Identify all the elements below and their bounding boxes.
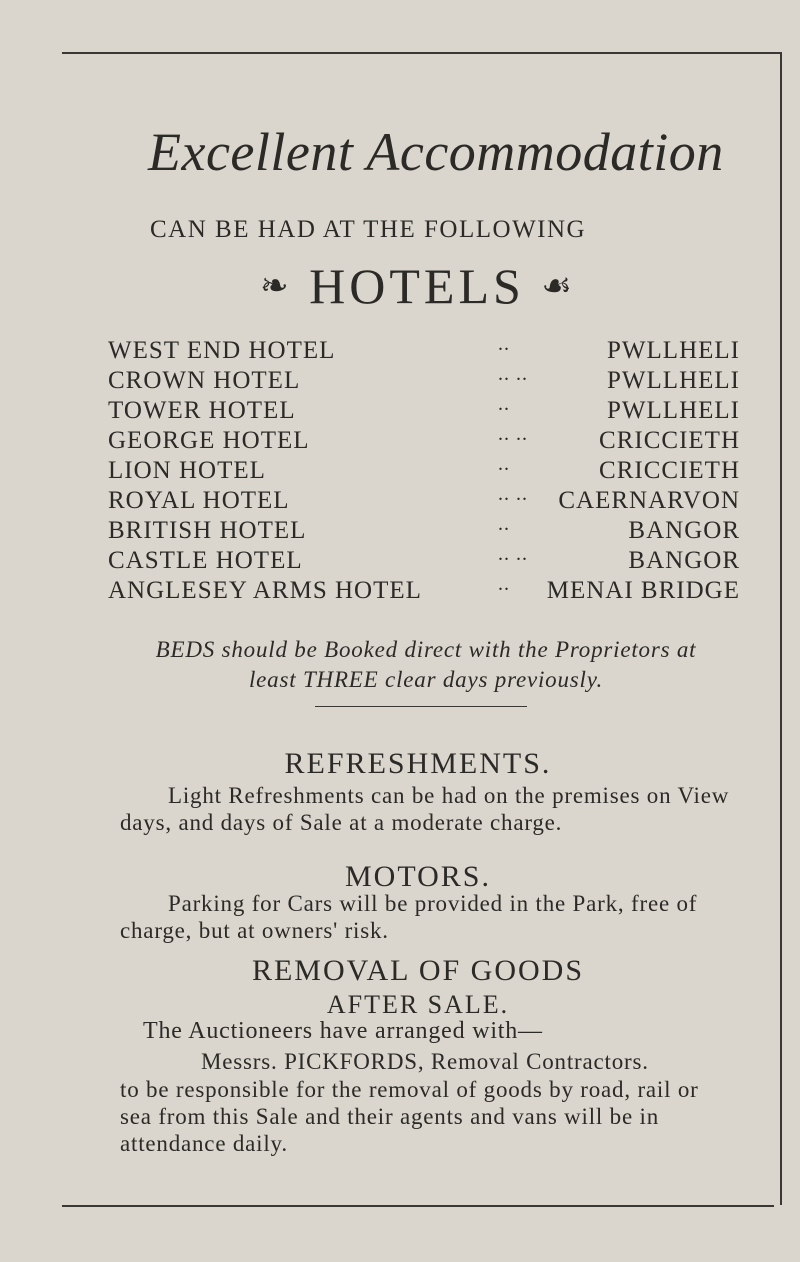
- hotels-heading-text: HOTELS: [309, 258, 525, 314]
- hotel-name: ROYAL HOTEL: [108, 487, 290, 514]
- hotels-heading: [218, 257, 618, 315]
- removal-subheading: AFTER SALE.: [326, 990, 510, 1019]
- hotel-town: PWLLHELI: [607, 397, 740, 424]
- bottom-border-rule: [62, 1205, 774, 1207]
- hotel-row: [108, 573, 740, 607]
- ornament-right-icon: ☙: [541, 268, 576, 305]
- ornament-left-icon: ❧: [260, 268, 293, 305]
- hotel-name: CROWN HOTEL: [108, 367, 301, 394]
- leader-dots: ..: [498, 513, 510, 535]
- hotel-row: [108, 513, 740, 547]
- removal-heading: REMOVAL OF GOODS: [251, 954, 585, 987]
- hotel-row: [108, 543, 740, 577]
- hotel-row: [108, 393, 740, 427]
- hotel-name: CASTLE HOTEL: [108, 547, 303, 574]
- leader-dots: ..: [498, 573, 510, 595]
- leader-dots: ..: [498, 393, 510, 415]
- hotel-row: [108, 363, 740, 397]
- removal-paragraph: to be responsible for the removal of goods by road, rail or sea from this Sale and their agents and vans will be in attendance daily.: [120, 1077, 699, 1156]
- document-page: [108, 52, 740, 1202]
- motors-text: Parking for Cars will be provided in the Park, free of charge, but at owners' risk.: [120, 891, 698, 943]
- leader-dots: .. ..: [498, 363, 528, 385]
- refreshments-heading: REFRESHMENTS.: [284, 747, 552, 780]
- hotel-list: [108, 333, 740, 607]
- hotel-name: TOWER HOTEL: [108, 397, 296, 424]
- hotel-row: [108, 333, 740, 367]
- hotel-name: GEORGE HOTEL: [108, 427, 310, 454]
- hotel-row: [108, 483, 740, 517]
- hotel-town: BANGOR: [628, 547, 740, 574]
- hotel-name: ANGLESEY ARMS HOTEL: [108, 577, 422, 604]
- hotel-name: LION HOTEL: [108, 457, 266, 484]
- hotel-name: WEST END HOTEL: [108, 337, 336, 364]
- hotel-town: CRICCIETH: [599, 427, 740, 454]
- leader-dots: ..: [498, 333, 510, 355]
- leader-dots: .. ..: [498, 423, 528, 445]
- hotel-town: CAERNARVON: [558, 487, 740, 514]
- motors-heading: MOTORS.: [345, 860, 491, 893]
- page-subtitle: CAN BE HAD AT THE FOLLOWING: [150, 216, 587, 243]
- hotel-town: CRICCIETH: [599, 457, 740, 484]
- hotel-town: BANGOR: [628, 517, 740, 544]
- hotel-town: PWLLHELI: [607, 337, 740, 364]
- hotel-town: PWLLHELI: [607, 367, 740, 394]
- leader-dots: .. ..: [498, 543, 528, 565]
- contractors-line: Messrs. PICKFORDS, Removal Contractors.: [201, 1049, 649, 1074]
- booking-notice: BEDS should be Booked direct with the Proprietors at least THREE clear days previously.: [155, 637, 697, 692]
- hotel-row: [108, 423, 740, 457]
- hotel-name: BRITISH HOTEL: [108, 517, 307, 544]
- refreshments-paragraph: [120, 782, 730, 836]
- section-divider: [315, 706, 527, 707]
- auctioneers-line: The Auctioneers have arranged with—: [143, 1018, 543, 1044]
- leader-dots: .. ..: [498, 483, 528, 505]
- refreshments-text: Light Refreshments can be had on the premises on View days, and days of Sale at a moderate charge.: [120, 783, 730, 835]
- leader-dots: ..: [498, 453, 510, 475]
- hotel-town: MENAI BRIDGE: [546, 577, 740, 604]
- page-title: Excellent Accommodation: [148, 122, 724, 182]
- hotel-row: [108, 453, 740, 487]
- motors-paragraph: [120, 890, 730, 944]
- right-border-rule: [780, 52, 782, 1205]
